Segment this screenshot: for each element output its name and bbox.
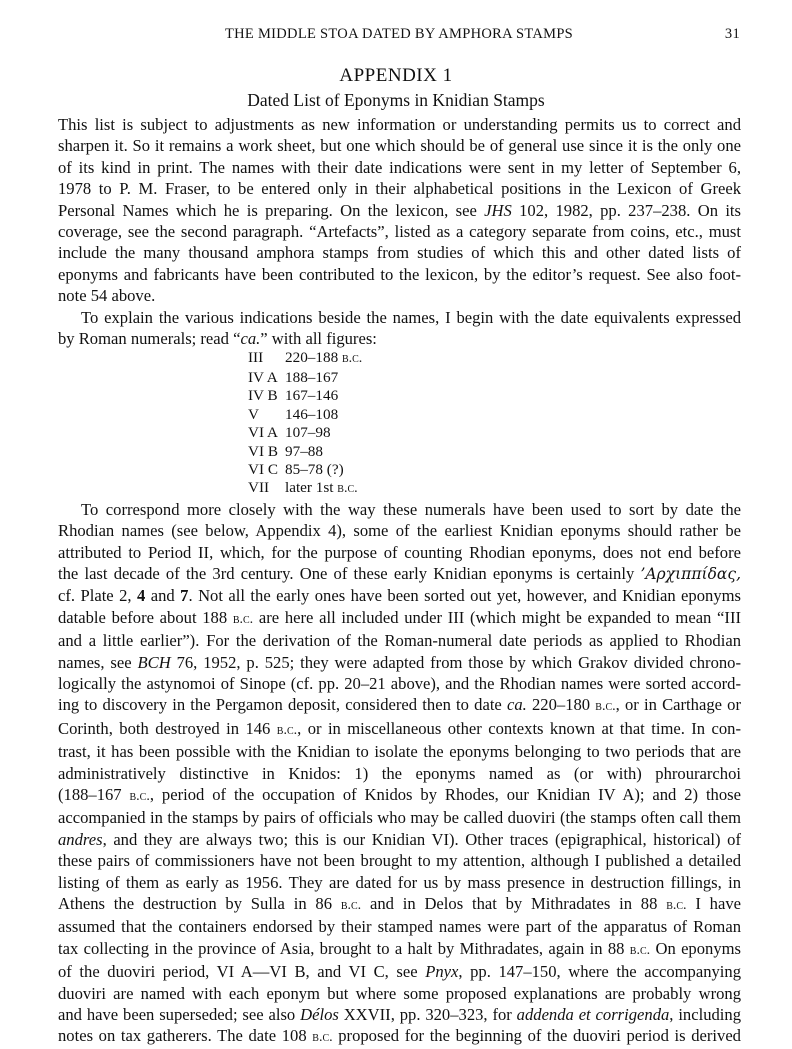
period-range: 220–188 b.c. — [285, 349, 363, 367]
period-range: later 1st b.c. — [285, 479, 358, 497]
running-title: THE MIDDLE STOA DATED BY AMPHORA STAMPS — [224, 26, 574, 42]
paragraph-3-line: trast, it has been possible with the Knidian to isolate the eponyms belonging to two periods that are — [58, 742, 741, 762]
paragraph-1-line: sharpen it. So it remains a work sheet, but one which should be of general use since it is the only one — [58, 136, 741, 156]
date-row — [248, 349, 362, 368]
period-numeral: VI C — [248, 460, 278, 478]
paragraph-3-line: (188–167 b.c., period of the occupation of Knidos by Rhodes, our Knidian IV A); and 2) those — [58, 785, 741, 804]
paragraph-1-line: Personal Names which he is preparing. On the lexicon, see JHS 102, 1982, pp. 237–238. On its — [58, 200, 741, 220]
paragraph-1-line: eponyms and fabricants have been contributed to the lexicon, by the editor’s request. See also foot- — [58, 264, 741, 284]
paragraph-3-line: To correspond more closely with the way these numerals have been used to sort by date the — [81, 499, 741, 519]
paragraph-3-line: logically the astynomoi of Sinope (cf. pp. 20–21 above), and the Rhodian names were sorted accord- — [58, 673, 741, 693]
paragraph-3-line: Corinth, both destroyed in 146 b.c., or in miscellaneous other contexts known at that time. In con- — [58, 718, 742, 738]
period-numeral: VI A — [248, 424, 278, 442]
paragraph-3-line: notes on tax gatherers. The date 108 b.c. proposed for the beginning of the duoviri period is derived — [58, 1026, 741, 1046]
period-range: 107–98 — [285, 424, 331, 442]
paragraph-2-line: by Roman numerals; read “ca.” with all figures: — [58, 329, 377, 349]
paragraph-3-line: listing of them as early as 1956. They are dated for us by mass presence in destruction fillings, in — [58, 872, 741, 892]
appendix-title: APPENDIX 1 — [339, 65, 453, 86]
period-numeral: VI B — [248, 442, 278, 460]
paragraph-1-line: of its kind in print. The names with their date indications were sent in my letter of September 6, — [58, 157, 741, 177]
paragraph-1-line: note 54 above. — [58, 286, 156, 306]
paragraph-3-line: Rhodian names (see below, Appendix 4), some of the earliest Knidian eponyms should rather be — [58, 521, 741, 541]
paragraph-3-line: the last decade of the 3rd century. One of these early Knidian eponyms is certainly ’Αρχιππίδας, — [58, 563, 741, 583]
journal-title: JHS — [484, 200, 512, 220]
period-numeral: V — [248, 405, 259, 423]
paragraph-1-line: include the many thousand amphora stamps from studies of which this and other dated lists of — [58, 243, 741, 263]
date-row — [248, 443, 362, 461]
paragraph-3-line: administratively distinctive in Knidos: 1) the eponyms named as (or with) phrourarchoi — [58, 763, 741, 783]
date-row — [248, 461, 362, 479]
paragraph-1-line: 1978 to P. M. Fraser, to be entered only in their alphabetical positions in the Lexicon of Greek — [58, 179, 741, 199]
paragraph-3-line: tax collecting in the province of Asia, brought to a halt by Mithradates, again in 88 b.c. On eponyms — [58, 938, 741, 958]
period-range: 85–78 (?) — [285, 460, 344, 478]
paragraph-3-line: names, see BCH 76, 1952, p. 525; they were adapted from those by which Grakov divided chrono- — [58, 652, 741, 672]
body-text — [58, 114, 741, 1049]
period-numeral: VII — [248, 479, 270, 497]
paragraph-3-line: and a little earlier”). For the derivation of the Roman-numeral date periods as applied to Rhodian — [58, 631, 741, 651]
paragraph-3-line: these pairs of commissioners have not been brought to my attention, although I published a detailed — [58, 851, 741, 871]
paragraph-3-line: duoviri are named with each eponym but where some proposed explanations are probably wrong — [58, 983, 741, 1003]
date-row — [248, 369, 362, 387]
date-row — [248, 424, 362, 442]
paragraph-3-line: assumed that the containers endorsed by their stamped names were part of the apparatus of Roman — [58, 917, 741, 937]
period-range: 167–146 — [285, 387, 339, 405]
paragraph-2-line: To explain the various indications beside the names, I begin with the date equivalents expressed — [81, 307, 741, 327]
date-row — [248, 479, 362, 498]
paragraph-3-line: accompanied in the stamps by pairs of officials who may be called duoviri (the stamps often call them — [58, 808, 741, 828]
paragraph-3-line: and have been superseded; see also Délos XXVII, pp. 320–323, for addenda et corrigenda, including — [58, 1005, 741, 1025]
paragraph-3-line: Athens the destruction by Sulla in 86 b.c. and in Delos that by Mithradates in 88 b.c. I have — [58, 894, 741, 914]
running-header — [58, 26, 740, 46]
paragraph-1-line: coverage, see the second paragraph. “Artefacts”, listed as a category separate from coins, etc., must — [58, 222, 741, 242]
greek-name: ’Αρχιππίδας, — [640, 564, 741, 583]
date-equivalents-table — [248, 349, 362, 498]
period-range: 188–167 — [285, 368, 339, 386]
paragraph-3-line: cf. Plate 2, 4 and 7. Not all the early ones have been sorted out yet, however, and Knidian eponyms — [58, 586, 741, 606]
period-numeral: IV A — [248, 368, 278, 386]
paragraph-3-line: of the duoviri period, VI A—VI B, and VI C, see Pnyx, pp. 147–150, where the accompanying — [58, 962, 741, 982]
date-row — [248, 387, 362, 405]
paragraph-3-line: ing to discovery in the Pergamon deposit, considered then to date ca. 220–180 b.c., or in Carthage or — [58, 695, 741, 715]
period-range: 97–88 — [285, 442, 323, 460]
paragraph-3-line: datable before about 188 b.c. are here all included under III (which might be expanded to mean “III — [58, 607, 741, 627]
page-number: 31 — [724, 26, 740, 42]
paragraph-3-line: andres, and they are always two; this is our Knidian VI). Other traces (epigraphical, historical) of — [58, 829, 741, 849]
period-range: 146–108 — [285, 405, 339, 423]
paragraph-1-line: This list is subject to adjustments as new information or understanding permits us to correct and — [58, 115, 741, 134]
period-numeral: IV B — [248, 387, 278, 405]
paragraph-3-line: attributed to Period II, which, for the purpose of counting Rhodian eponyms, does not end before — [58, 542, 741, 562]
period-numeral: III — [248, 349, 264, 367]
appendix-subtitle: Dated List of Eponyms in Knidian Stamps — [247, 90, 545, 110]
date-row — [248, 406, 362, 424]
